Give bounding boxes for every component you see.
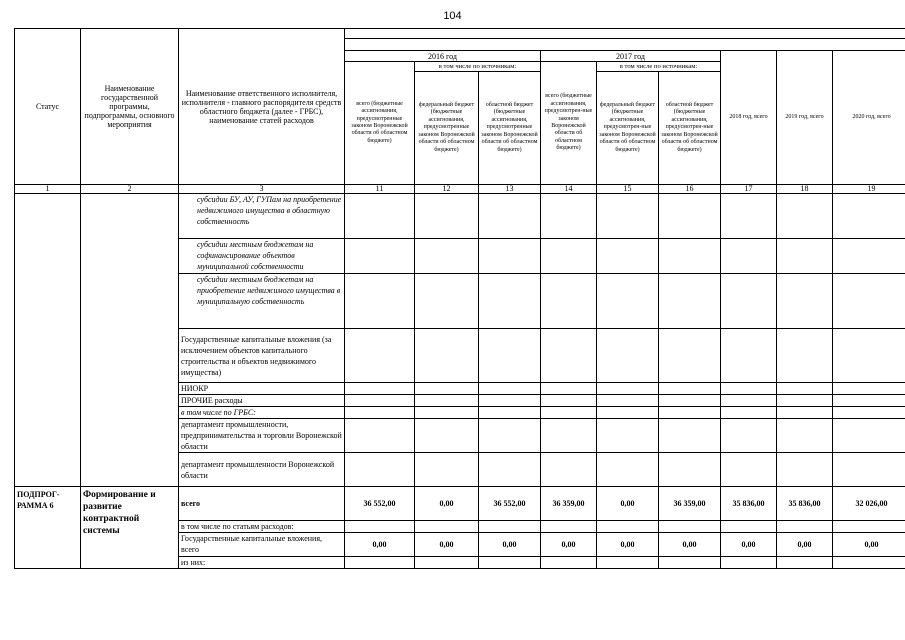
header-total-2017: всего (бюджетные ассигнования, предусмотрен-ные законом Воронежской области об областном бюджете) [541,62,597,185]
value-cell: 0,00 [721,533,777,557]
value-cell: 0,00 [833,533,905,557]
column-number: 2 [81,185,179,194]
table-row-label: субсидии местным бюджетам на приобретение недвижимого имущества в муниципальную собственность [179,274,345,329]
header-program-name: Наименование государственной программы, подпрограммы, основного мероприятия [81,29,179,185]
value-cell: 0,00 [659,533,721,557]
table-row-label: субсидии местным бюджетам на софинансирование объектов муниципальной собственности [179,239,345,274]
subprogram-status: ПОДПРОГ-РАММА 6 [15,487,81,569]
value-cell: 36 359,00 [659,487,721,521]
header-federal-2016: федеральный бюджет (бюджетные ассигнования, предусмотренные законом Воронежской области об областном бюджете) [415,72,479,185]
column-number: 16 [659,185,721,194]
header-total-2016: всего (бюджетные ассигнования, предусмотренные законом Воронежской области об областном бюджете) [345,62,415,185]
table-row-label: в том числе по статьям расходов: [179,521,345,533]
header-status: Статус [15,29,81,185]
value-cell: 0,00 [345,533,415,557]
header-blank-2 [345,39,905,51]
subprogram-total-label: всего [179,487,345,521]
value-cell: 35 836,00 [777,487,833,521]
header-year-2018: 2018 год, всего [721,51,777,185]
table-row-label: департамент промышленности, предпринимательства и торговли Воронежской области [179,419,345,453]
value-cell: 0,00 [479,533,541,557]
table-row-label: в том числе по ГРБС: [179,407,345,419]
status-cell-blank [15,194,81,487]
table-row-label: Государственные капитальные вложения, всего [179,533,345,557]
table-row-label: НИОКР [179,383,345,395]
column-number: 17 [721,185,777,194]
subprogram-name: Формирование и развитие контрактной системы [81,487,179,569]
header-regional-2017: областной бюджет (бюджетные ассигнования, предусмотрен-ные законом Воронежской области об областном бюджете) [659,72,721,185]
value-cell: 35 836,00 [721,487,777,521]
value-cell: 0,00 [777,533,833,557]
column-number: 1 [15,185,81,194]
column-number: 13 [479,185,541,194]
header-year-2020: 2020 год, всего [833,51,905,185]
value-cell: 36 359,00 [541,487,597,521]
header-year-2016: 2016 год [345,51,541,62]
value-cell: 36 552,00 [479,487,541,521]
budget-table [14,28,905,569]
value-cell: 0,00 [597,487,659,521]
value-cell: 0,00 [415,487,479,521]
value-cell: 0,00 [597,533,659,557]
column-number: 12 [415,185,479,194]
table-row-label: из них: [179,557,345,569]
header-federal-2017: федеральный бюджет (бюджетные ассигнования, предусмотрен-ные законом Воронежской области об областном бюджете) [597,72,659,185]
table-row-label: субсидии БУ, АУ, ГУПам на приобретение недвижимого имущества в областную собственность [179,194,345,239]
table-row-label: ПРОЧИЕ расходы [179,395,345,407]
value-cell: 0,00 [541,533,597,557]
header-year-2017: 2017 год [541,51,721,62]
column-number: 11 [345,185,415,194]
name-cell-blank [81,194,179,487]
column-number: 19 [833,185,905,194]
table-row-label: департамент промышленности Воронежской области [179,453,345,487]
value-cell: 32 026,00 [833,487,905,521]
table-row-label: Государственные капитальные вложения (за исключением объектов капитального строительства и объектов недвижимого имущества) [179,329,345,383]
header-executor: Наименование ответственного исполнителя, исполнителя - главного распорядителя средств областного бюджета (далее - ГРБС), наименование статей расходов [179,29,345,185]
column-number: 14 [541,185,597,194]
header-regional-2016: областной бюджет (бюджетные ассигнования, предусмотренные законом Воронежской области об областном бюджете) [479,72,541,185]
column-number: 18 [777,185,833,194]
header-sources-2016: в том числе по источникам: [415,62,541,72]
page-number: 104 [443,10,462,22]
value-cell: 0,00 [415,533,479,557]
header-year-2019: 2019 год, всего [777,51,833,185]
column-number: 3 [179,185,345,194]
column-number: 15 [597,185,659,194]
header-blank [345,29,905,39]
value-cell: 36 552,00 [345,487,415,521]
header-sources-2017: в том числе по источникам: [597,62,721,72]
